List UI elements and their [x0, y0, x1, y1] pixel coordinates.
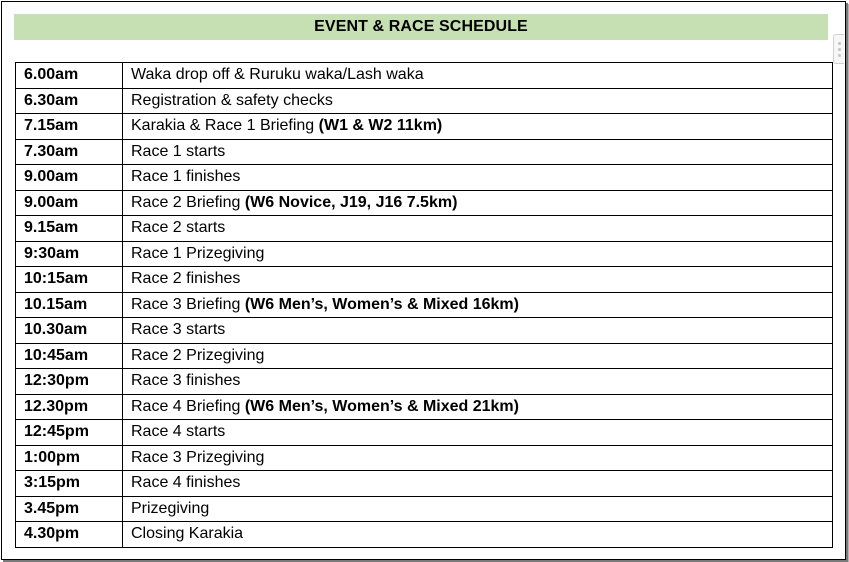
activity-text: Race 2 starts [131, 219, 226, 237]
schedule-activity [123, 343, 833, 369]
schedule-time: 9.00am [16, 165, 123, 191]
activity-text: Race 2 Prizegiving [131, 346, 265, 364]
activity-race-details: (W6 Novice, J19, J16 7.5km) [244, 193, 458, 211]
schedule-time: 3.45pm [16, 496, 123, 522]
schedule-row [16, 343, 833, 369]
schedule-time: 4.30pm [16, 522, 123, 548]
schedule-table-body [16, 63, 833, 548]
schedule-time: 9.15am [16, 216, 123, 242]
activity-text: Karakia & Race 1 Briefing [131, 117, 319, 135]
schedule-time: 10:45am [16, 343, 123, 369]
activity-text: Race 4 starts [131, 423, 226, 441]
schedule-row [16, 267, 833, 293]
activity-text: Closing Karakia [131, 525, 244, 543]
schedule-activity [123, 241, 833, 267]
schedule-activity [123, 318, 833, 344]
schedule-row [16, 522, 833, 548]
activity-text: Prizegiving [131, 499, 210, 517]
schedule-row [16, 139, 833, 165]
schedule-time: 12:45pm [16, 420, 123, 446]
handle-dot [838, 48, 841, 51]
schedule-time: 6.30am [16, 88, 123, 114]
schedule-row [16, 241, 833, 267]
schedule-activity [123, 420, 833, 446]
activity-text: Race 1 Prizegiving [131, 244, 265, 262]
activity-text: Race 1 finishes [131, 168, 241, 186]
schedule-activity [123, 394, 833, 420]
handle-dot [838, 42, 841, 45]
schedule-row [16, 216, 833, 242]
schedule-row [16, 369, 833, 395]
activity-text: Race 3 starts [131, 321, 226, 339]
schedule-activity [123, 114, 833, 140]
schedule-activity [123, 165, 833, 191]
schedule-activity [123, 267, 833, 293]
schedule-time: 10:15am [16, 267, 123, 293]
schedule-title-bar [14, 14, 828, 40]
activity-text: Waka drop off & Ruruku waka/Lash waka [131, 66, 424, 84]
schedule-time: 6.00am [16, 63, 123, 89]
schedule-time: 7.15am [16, 114, 123, 140]
activity-text: Race 3 Briefing [131, 295, 245, 313]
schedule-row [16, 114, 833, 140]
activity-race-details: (W6 Men’s, Women’s & Mixed 16km) [244, 295, 519, 313]
activity-text: Race 2 finishes [131, 270, 241, 288]
schedule-row [16, 471, 833, 497]
side-panel-handle[interactable] [833, 34, 844, 64]
schedule-row [16, 496, 833, 522]
handle-dot [838, 54, 841, 57]
activity-text: Race 4 finishes [131, 474, 241, 492]
schedule-time: 12:30pm [16, 369, 123, 395]
schedule-time: 9:30am [16, 241, 123, 267]
schedule-row [16, 292, 833, 318]
schedule-time: 7.30am [16, 139, 123, 165]
schedule-row [16, 88, 833, 114]
activity-text: Race 3 finishes [131, 372, 241, 390]
activity-text: Race 4 Briefing [131, 397, 245, 415]
schedule-activity [123, 63, 833, 89]
activity-text: Race 3 Prizegiving [131, 448, 265, 466]
schedule-time: 3:15pm [16, 471, 123, 497]
schedule-activity [123, 445, 833, 471]
schedule-time: 10.30am [16, 318, 123, 344]
activity-text: Race 1 starts [131, 142, 226, 160]
schedule-row [16, 190, 833, 216]
activity-text: Race 2 Briefing [131, 193, 245, 211]
schedule-row [16, 165, 833, 191]
schedule-time: 9.00am [16, 190, 123, 216]
activity-race-details: (W1 & W2 11km) [318, 117, 443, 135]
activity-text: Registration & safety checks [131, 91, 333, 109]
schedule-time: 1:00pm [16, 445, 123, 471]
schedule-activity [123, 139, 833, 165]
schedule-activity [123, 190, 833, 216]
activity-race-details: (W6 Men’s, Women’s & Mixed 21km) [244, 397, 519, 415]
schedule-activity [123, 496, 833, 522]
schedule-activity [123, 292, 833, 318]
schedule-activity [123, 369, 833, 395]
schedule-title: EVENT & RACE SCHEDULE [314, 18, 528, 35]
schedule-row [16, 445, 833, 471]
schedule-activity [123, 522, 833, 548]
schedule-row [16, 63, 833, 89]
schedule-activity [123, 471, 833, 497]
schedule-time: 10.15am [16, 292, 123, 318]
schedule-row [16, 420, 833, 446]
schedule-activity [123, 216, 833, 242]
schedule-row [16, 318, 833, 344]
schedule-activity [123, 88, 833, 114]
schedule-time: 12.30pm [16, 394, 123, 420]
schedule-row [16, 394, 833, 420]
schedule-table [15, 62, 833, 548]
